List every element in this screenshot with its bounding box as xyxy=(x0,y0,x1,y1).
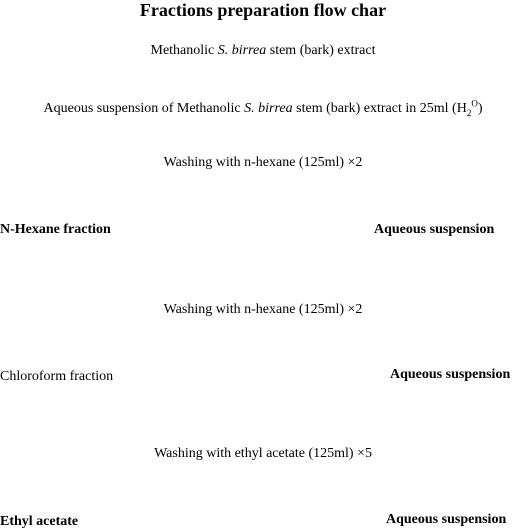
extract-species: S. birrea xyxy=(217,43,267,58)
fraction-ethyl-acetate: Ethyl acetate xyxy=(0,514,79,529)
fraction-aqueous-2: Aqueous suspension xyxy=(390,367,511,382)
fraction-chloroform: Chloroform fraction xyxy=(0,369,114,384)
extract-prefix: Methanolic xyxy=(150,43,218,58)
extract-suffix: stem (bark) extract xyxy=(266,43,376,58)
step-aqueous-suspension xyxy=(0,98,526,118)
step-wash-hexane-2: Washing with n-hexane (125ml) ×2 xyxy=(163,302,363,317)
step-wash-hexane-1: Washing with n-hexane (125ml) ×2 xyxy=(163,155,363,170)
step-methanolic-extract xyxy=(0,44,526,58)
suspension-prefix: Aqueous suspension of Methanolic xyxy=(43,101,245,116)
suspension-subscript: 2 xyxy=(466,107,472,118)
suspension-species: S. birrea xyxy=(244,101,293,116)
suspension-close: ) xyxy=(477,101,483,116)
suspension-suffix: stem (bark) extract in 25ml (H xyxy=(292,101,467,116)
fraction-aqueous-3: Aqueous suspension xyxy=(386,512,507,527)
fraction-aqueous-1: Aqueous suspension xyxy=(374,222,495,237)
suspension-superscript: O xyxy=(471,98,478,109)
diagram-title: Fractions preparation flow char xyxy=(139,0,387,20)
step-wash-ethyl-acetate: Washing with ethyl acetate (125ml) ×5 xyxy=(154,446,372,461)
fraction-n-hexane: N-Hexane fraction xyxy=(0,222,111,237)
